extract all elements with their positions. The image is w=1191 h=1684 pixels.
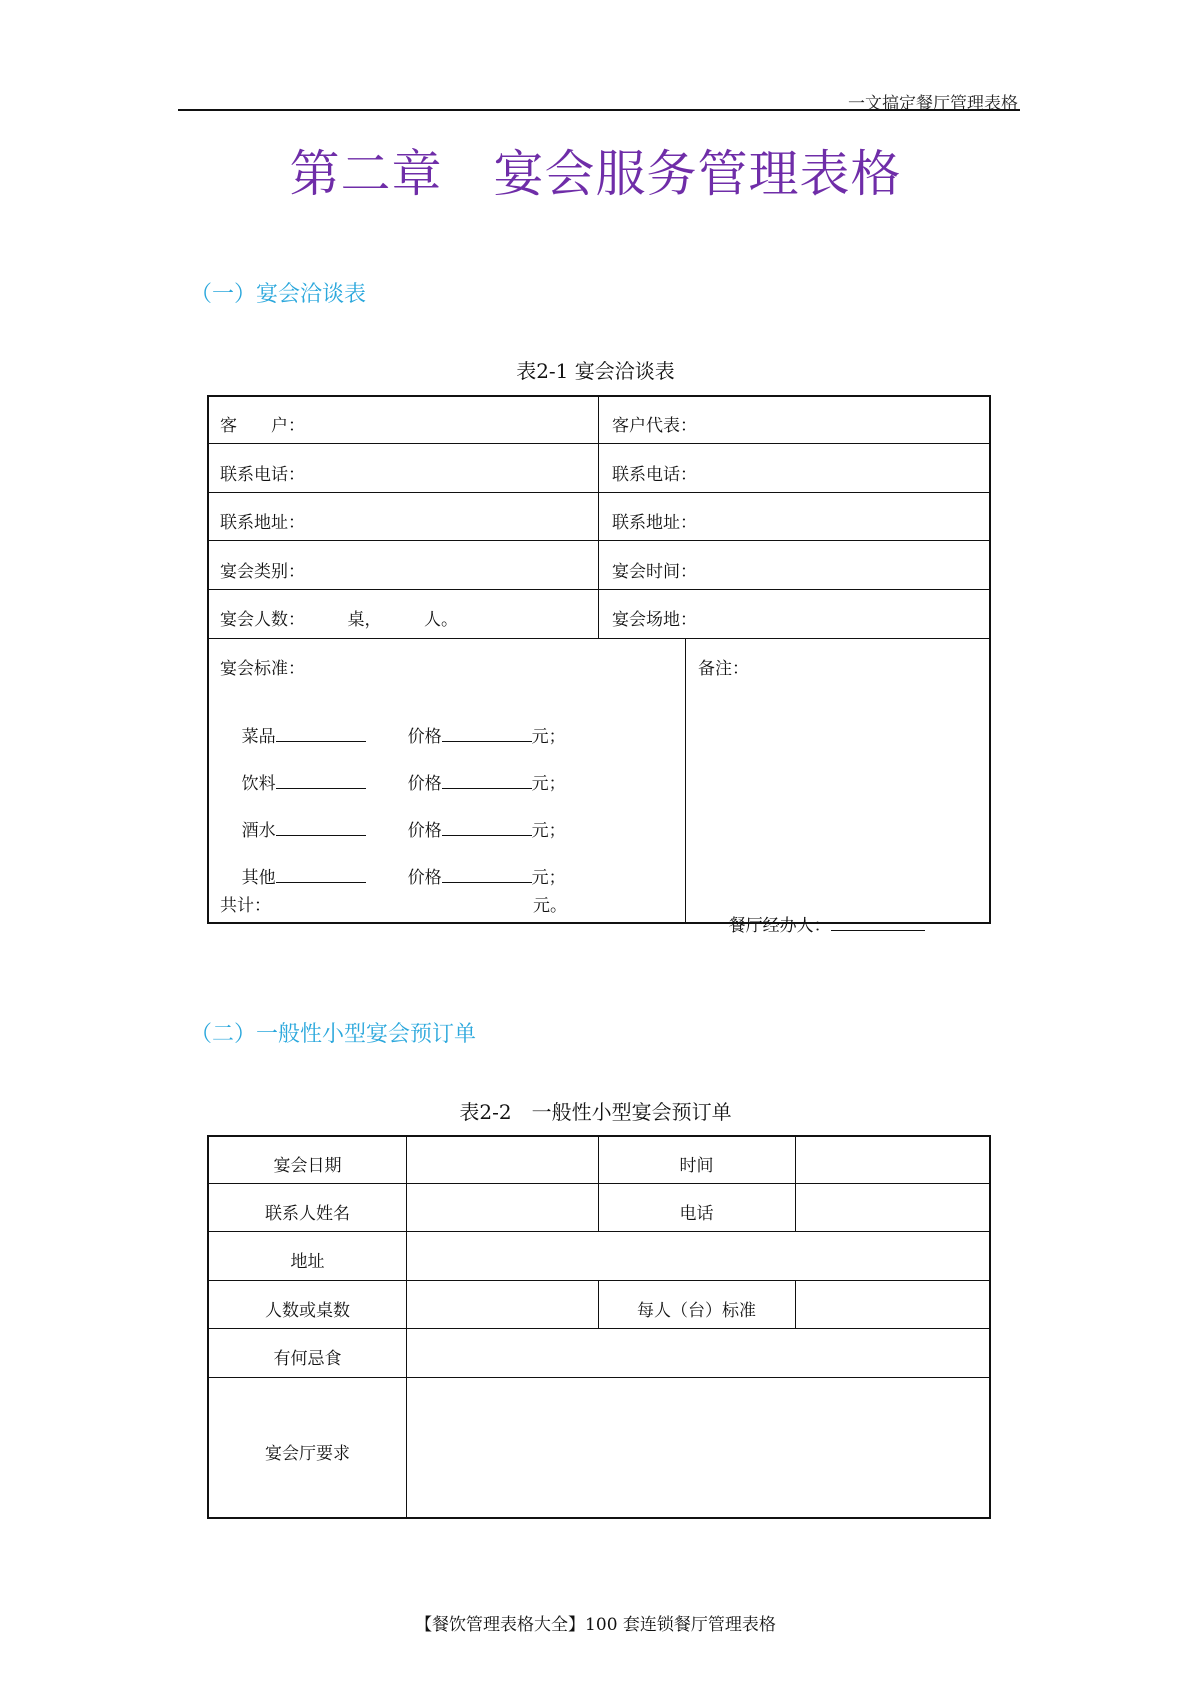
per-person-standard-label: 每人（台）标准 [637, 1301, 756, 1321]
header-rule [178, 109, 1020, 111]
banquet-time-label: 宴会时间： [612, 562, 697, 582]
row-divider [207, 492, 991, 493]
blank-line[interactable] [442, 723, 532, 742]
blank-line[interactable] [276, 770, 366, 789]
column-divider [795, 1280, 796, 1329]
address-label: 联系地址： [220, 513, 305, 533]
table-caption-2: 表2-2 一般性小型宴会预订单 [459, 1100, 732, 1124]
contact-name-field[interactable] [408, 1185, 597, 1230]
column-divider [795, 1135, 796, 1232]
banquet-standard-label: 宴会标准： [220, 659, 305, 679]
handler-label: 餐厅经办人： [728, 916, 831, 936]
row-divider [207, 1280, 991, 1281]
dietary-taboo-field[interactable] [408, 1330, 989, 1376]
page-footer: 【餐饮管理表格大全】100 套连锁餐厅管理表格 [415, 1615, 776, 1635]
notes-label: 备注： [698, 659, 749, 679]
blank-line[interactable] [442, 817, 532, 836]
item-name: 饮料 [241, 774, 276, 794]
price-label: 价格 [407, 774, 442, 794]
row-divider [207, 1231, 991, 1232]
unit-label: 元； [531, 868, 566, 888]
time-label: 时间 [679, 1156, 714, 1176]
price-label: 价格 [407, 727, 442, 747]
phone-label: 电话 [679, 1204, 714, 1224]
row-divider [207, 443, 991, 444]
blank-line[interactable] [276, 864, 366, 883]
banquet-date-field[interactable] [408, 1137, 597, 1182]
row-divider [207, 1377, 991, 1378]
banquet-size-label: 宴会人数： 桌， 人。 [220, 610, 458, 630]
guests-field[interactable] [408, 1282, 597, 1327]
blank-line[interactable] [442, 864, 532, 883]
address-label: 地址 [290, 1252, 325, 1272]
row-divider [207, 589, 991, 590]
item-name: 其他 [241, 868, 276, 888]
item-name: 菜品 [241, 727, 276, 747]
unit-label: 元； [531, 821, 566, 841]
phone-field[interactable] [797, 1185, 989, 1230]
unit-label: 元； [531, 727, 566, 747]
blank-line[interactable] [831, 912, 925, 931]
guests-label: 人数或桌数 [265, 1301, 350, 1321]
banquet-venue-label: 宴会场地： [612, 610, 697, 630]
section-heading-2: （二）一般性小型宴会预订单 [190, 1022, 477, 1047]
banquet-date-label: 宴会日期 [273, 1156, 342, 1176]
phone-label: 联系电话： [220, 465, 305, 485]
row-divider [207, 1328, 991, 1329]
rep-address-label: 联系地址： [612, 513, 697, 533]
total-unit: 元。 [533, 896, 567, 916]
rep-phone-label: 联系电话： [612, 465, 697, 485]
time-field[interactable] [797, 1137, 989, 1182]
price-label: 价格 [407, 868, 442, 888]
banquet-type-label: 宴会类别： [220, 562, 305, 582]
row-divider [207, 540, 991, 541]
section-heading-1: （一）宴会洽谈表 [190, 282, 367, 307]
column-divider [685, 638, 686, 924]
address-field[interactable] [408, 1233, 989, 1279]
dietary-taboo-label: 有何忌食 [273, 1349, 342, 1369]
customer-label: 客 户： [220, 416, 305, 436]
column-divider [406, 1135, 407, 1519]
price-label: 价格 [407, 821, 442, 841]
restaurant-handler [707, 891, 925, 956]
column-divider [598, 395, 599, 639]
customer-rep-label: 客户代表： [612, 416, 697, 436]
hall-requirements-label: 宴会厅要求 [265, 1444, 350, 1464]
blank-line[interactable] [276, 817, 366, 836]
chapter-title: 第二章 宴会服务管理表格 [289, 145, 902, 203]
row-divider [207, 638, 991, 639]
per-person-standard-field[interactable] [797, 1282, 989, 1327]
table-caption-1: 表2-1 宴会洽谈表 [516, 359, 675, 383]
total-label: 共计： [220, 896, 271, 916]
blank-line[interactable] [442, 770, 532, 789]
hall-requirements-field[interactable] [408, 1379, 989, 1517]
page-header: 一文搞定餐厅管理表格 [848, 94, 1018, 114]
blank-line[interactable] [276, 723, 366, 742]
unit-label: 元； [531, 774, 566, 794]
contact-name-label: 联系人姓名 [265, 1204, 350, 1224]
row-divider [207, 1183, 991, 1184]
item-name: 酒水 [241, 821, 276, 841]
